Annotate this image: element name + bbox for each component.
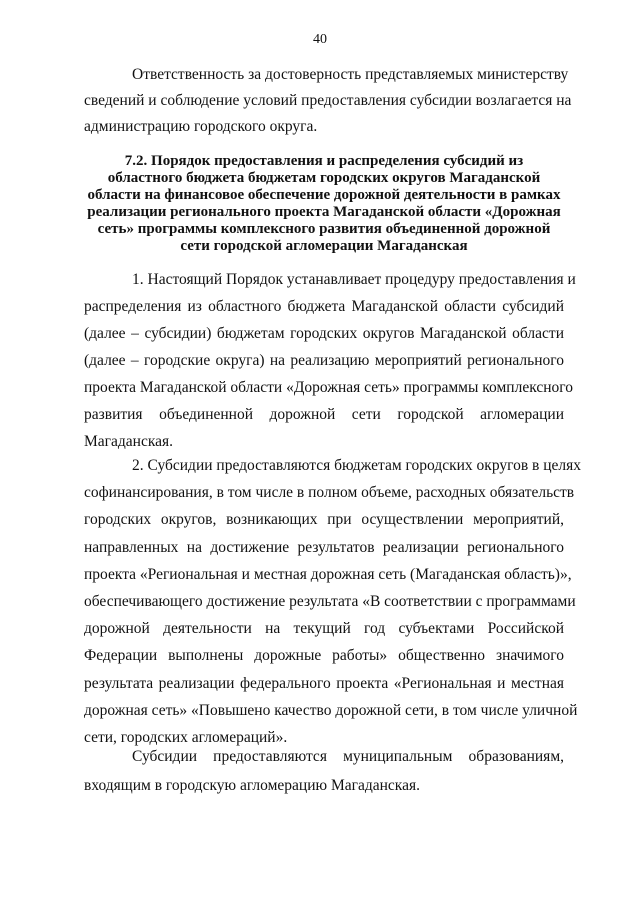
- paragraph-line: дорожной деятельности на текущий год субъектами Российской: [84, 620, 564, 638]
- heading-line: области на финансовое обеспечение дорожной деятельности в рамках: [87, 187, 561, 203]
- paragraph-3: [84, 742, 564, 800]
- paragraph-2: [84, 452, 582, 751]
- paragraph-line: Магаданская.: [84, 433, 174, 450]
- paragraph-line: Субсидии предоставляются муниципальным образованиям,: [132, 748, 564, 765]
- paragraph-line: софинансирования, в том числе в полном объеме, расходных обязательств: [84, 484, 575, 502]
- intro-line: сведений и соблюдение условий предоставления субсидии возлагается на: [84, 92, 572, 109]
- paragraph-1: [84, 266, 576, 455]
- paragraph-line: (далее – субсидии) бюджетам городских округов Магаданской области: [84, 325, 564, 342]
- paragraph-line: дорожная сеть» «Повышено качество дорожной сети, в том числе уличной: [84, 701, 578, 719]
- paragraph-line: результата реализации федерального проекта «Региональная и местная: [84, 674, 564, 692]
- intro-paragraph: [84, 62, 572, 140]
- intro-line: Ответственность за достоверность представляемых министерству: [132, 66, 569, 83]
- heading-line: областного бюджета бюджетам городских округов Магаданской: [107, 170, 541, 186]
- paragraph-line: входящим в городскую агломерацию Магаданская.: [84, 777, 420, 794]
- paragraph-line: обеспечивающего достижение результата «В соответствии с программами: [84, 593, 576, 611]
- paragraph-line: направленных на достижение результатов реализации регионального: [84, 538, 564, 556]
- section-heading: [84, 153, 564, 255]
- paragraph-line: сети, городских агломераций».: [84, 729, 288, 747]
- paragraph-line: проекта «Региональная и местная дорожная сеть (Магаданская область)»,: [84, 565, 572, 583]
- paragraph-line: распределения из областного бюджета Магаданской области субсидий: [84, 298, 564, 315]
- page-number: 40: [313, 32, 327, 47]
- heading-line: сеть» программы комплексного развития объединенной дорожной: [97, 221, 551, 237]
- paragraph-line: городских округов, возникающих при осуществлении мероприятий,: [84, 511, 564, 529]
- paragraph-line: развития объединенной дорожной сети городской агломерации: [84, 406, 564, 423]
- paragraph-line: 1. Настоящий Порядок устанавливает процедуру предоставления и: [132, 271, 576, 288]
- paragraph-line: 2. Субсидии предоставляются бюджетам городских округов в целях: [132, 457, 582, 474]
- heading-line: 7.2. Порядок предоставления и распределения субсидий из: [124, 153, 524, 169]
- paragraph-line: проекта Магаданской области «Дорожная сеть» программы комплексного: [84, 379, 573, 396]
- heading-line: сети городской агломерации Магаданская: [180, 238, 468, 254]
- paragraph-line: (далее – городские округа) на реализацию мероприятий регионального: [84, 352, 564, 369]
- paragraph-line: Федерации выполнены дорожные работы» общественно значимого: [84, 647, 564, 665]
- heading-line: реализации регионального проекта Магаданской области «Дорожная: [87, 204, 561, 220]
- intro-line: администрацию городского округа.: [84, 118, 318, 135]
